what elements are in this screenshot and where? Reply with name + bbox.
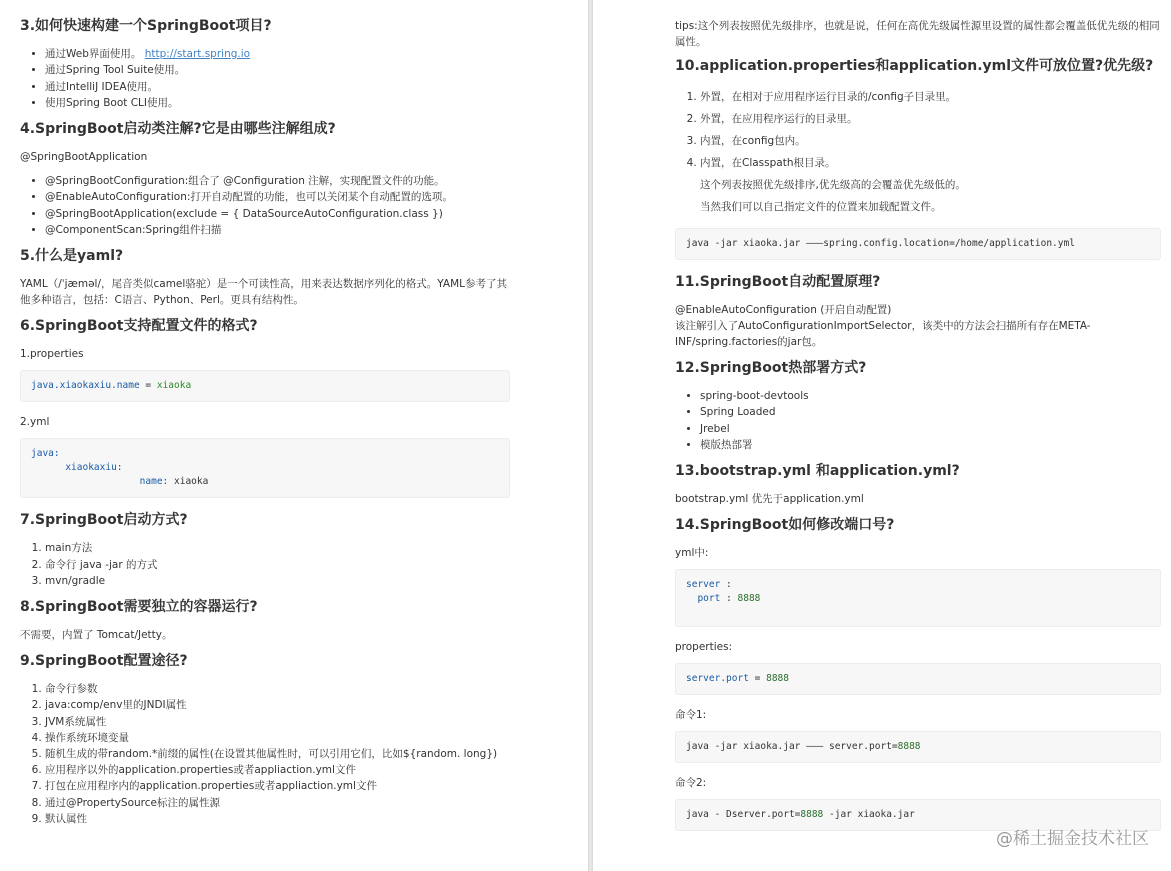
code-key: name: <box>139 476 169 488</box>
list-item: 2. 命令行 java -jar 的方式 <box>45 557 510 573</box>
section-11-line-1: @EnableAutoConfiguration (开启自动配置) <box>675 304 892 316</box>
list-item: • Jrebel <box>700 421 1161 437</box>
section-7-list <box>20 540 510 589</box>
section-12-heading: 12.SpringBoot热部署方式? <box>675 360 867 376</box>
yml-label: 2.yml <box>20 416 50 429</box>
list-item: 6. 应用程序以外的application.properties或者appliaction.yml文件 <box>45 762 510 778</box>
section-13-heading: 13.bootstrap.yml 和application.yml? <box>675 463 960 480</box>
section-14-heading: 14.SpringBoot如何修改端口号? <box>675 517 895 534</box>
yml-port-code-block <box>675 569 1161 627</box>
section-3-heading: 3.如何快速构建一个SpringBoot项目? <box>20 18 272 34</box>
section-5-heading: 5.什么是yaml? <box>20 248 124 265</box>
start-spring-link[interactable]: http://start.spring.io <box>144 48 251 60</box>
list-item: • Spring Loaded <box>700 404 1161 420</box>
code-op: = <box>139 380 157 392</box>
list-item: • @ComponentScan:Spring组件扫描 <box>45 222 510 238</box>
code-op: = <box>748 673 767 685</box>
list-item: • @SpringBootConfiguration:组合了 @Configuration 注解，实现配置文件的功能。 <box>45 173 510 189</box>
list-item: 1. main方法 <box>45 540 510 556</box>
left-content <box>20 16 510 835</box>
code-value: xiaoka <box>156 380 192 392</box>
tips-text: tips:这个列表按照优先级排序，也就是说，任何在高优先级属性源里设置的属性都会覆盖低优先级的相同属性。 <box>675 20 1160 48</box>
section-10-list <box>675 86 1161 174</box>
properties-port-code-block <box>675 663 1161 695</box>
list-item: 2. java:comp/env里的JNDI属性 <box>45 697 510 713</box>
list-item: • spring-boot-devtools <box>700 388 1161 404</box>
list-item: 3. JVM系统属性 <box>45 714 510 730</box>
section-9-heading: 9.SpringBoot配置途径? <box>20 653 188 670</box>
list-item: 8. 通过@PropertySource标注的属性源 <box>45 795 510 811</box>
section-3-list <box>20 46 510 111</box>
code-key: java: <box>31 448 60 460</box>
list-item <box>45 46 510 62</box>
command-1-code-block <box>675 731 1161 763</box>
section-11-heading: 11.SpringBoot自动配置原理? <box>675 274 881 290</box>
list-item: • 通过IntelliJ IDEA使用。 <box>45 79 510 95</box>
section-4-intro: @SpringBootApplication <box>20 151 148 164</box>
yml-label: yml中: <box>675 547 709 560</box>
list-item: • @EnableAutoConfiguration:打开自动配置的功能，也可以关闭某个自动配置的选项。 <box>45 189 510 205</box>
list-item: • 模版热部署 <box>700 437 1161 453</box>
section-4-list <box>20 173 510 238</box>
list-item: 9. 默认属性 <box>45 811 510 827</box>
section-10-note-1: 这个列表按照优先级排序,优先级高的会覆盖优先级低的。 <box>700 179 966 191</box>
code-text: -jar xiaoka.jar <box>823 809 915 821</box>
config-location-code-block: java -jar xiaoka.jar ———spring.config.location=/home/application.yml <box>675 228 1161 260</box>
section-5-text: YAML（/ˈjæməl/，尾音类似camel骆驼）是一个可读性高，用来表达数据序列化的格式。YAML参考了其他多种语言，包括：C语言、Python、Perl。更具有结构性。 <box>20 278 507 307</box>
section-13-text: bootstrap.yml 优先于application.yml <box>675 493 864 506</box>
code-value: 8888 <box>766 673 789 685</box>
list-item: • @SpringBootApplication(exclude = { DataSourceAutoConfiguration.class }) <box>45 206 510 222</box>
code-key: server <box>686 579 721 591</box>
code-key: xiaokaxiu: <box>65 462 123 474</box>
code-value: 8888 <box>737 593 761 605</box>
section-11-text <box>675 302 1161 350</box>
list-item: • 使用Spring Boot CLI使用。 <box>45 95 510 111</box>
list-item: 3. 内置，在config包内。 <box>700 130 1161 152</box>
section-12-list <box>675 388 1161 453</box>
list-item: 1. 外置，在相对于应用程序运行目录的/config子目录里。 <box>700 86 1161 108</box>
code-op: : <box>720 579 732 591</box>
list-item: 5. 随机生成的带random.*前缀的属性(在设置其他属性时，可以引用它们，比如${random. long}) <box>45 746 510 762</box>
code-key: server.port <box>686 673 749 685</box>
list-item: 4. 内置，在Classpath根目录。 <box>700 152 1161 174</box>
section-10-heading: 10.application.properties和application.yml文件可放位置?优先级? <box>675 58 1154 74</box>
list-item: 1. 命令行参数 <box>45 681 510 697</box>
code-op: : <box>720 593 738 605</box>
list-item: 4. 操作系统环境变量 <box>45 730 510 746</box>
code-value: xiaoka <box>168 476 209 488</box>
command-1-label: 命令1: <box>675 709 707 722</box>
section-6-heading: 6.SpringBoot支持配置文件的格式? <box>20 318 258 335</box>
section-10-note-2: 当然我们可以自己指定文件的位置来加载配置文件。 <box>700 201 942 213</box>
code-value: 8888 <box>800 809 824 821</box>
right-page <box>593 0 1171 871</box>
yml-code-block <box>20 438 510 498</box>
section-11-line-2: 该注解引入了AutoConfigurationImportSelector，该类中的方法会扫描所有存在META-INF/spring.factories的jar包。 <box>675 320 1091 348</box>
command-2-label: 命令2: <box>675 777 707 790</box>
properties-label: 1.properties <box>20 348 84 361</box>
right-content <box>675 18 1161 843</box>
code-value: 8888 <box>897 741 921 753</box>
list-item: 7. 打包在应用程序内的application.properties或者appliaction.yml文件 <box>45 778 510 794</box>
section-9-list <box>20 681 510 827</box>
list-item: 3. mvn/gradle <box>45 573 510 589</box>
code-text: java - Dserver.port= <box>686 809 801 821</box>
list-item: 2. 外置，在应用程序运行的目录里。 <box>700 108 1161 130</box>
section-7-heading: 7.SpringBoot启动方式? <box>20 512 188 529</box>
section-8-heading: 8.SpringBoot需要独立的容器运行? <box>20 599 258 616</box>
code-key: port <box>697 593 721 605</box>
properties-code-block <box>20 370 510 402</box>
properties-label: properties: <box>675 641 733 654</box>
section-4-heading: 4.SpringBoot启动类注解?它是由哪些注解组成? <box>20 121 336 138</box>
list-item-text: 通过Web界面使用。 <box>45 48 142 60</box>
section-8-text: 不需要，内置了 Tomcat/Jetty。 <box>20 629 173 642</box>
list-item: • 通过Spring Tool Suite使用。 <box>45 62 510 78</box>
code-key: java.xiaokaxiu.name <box>31 380 140 392</box>
code-text: java -jar xiaoka.jar ——— server.port= <box>686 741 898 753</box>
watermark: @稀土掘金技术社区 <box>996 829 1149 849</box>
